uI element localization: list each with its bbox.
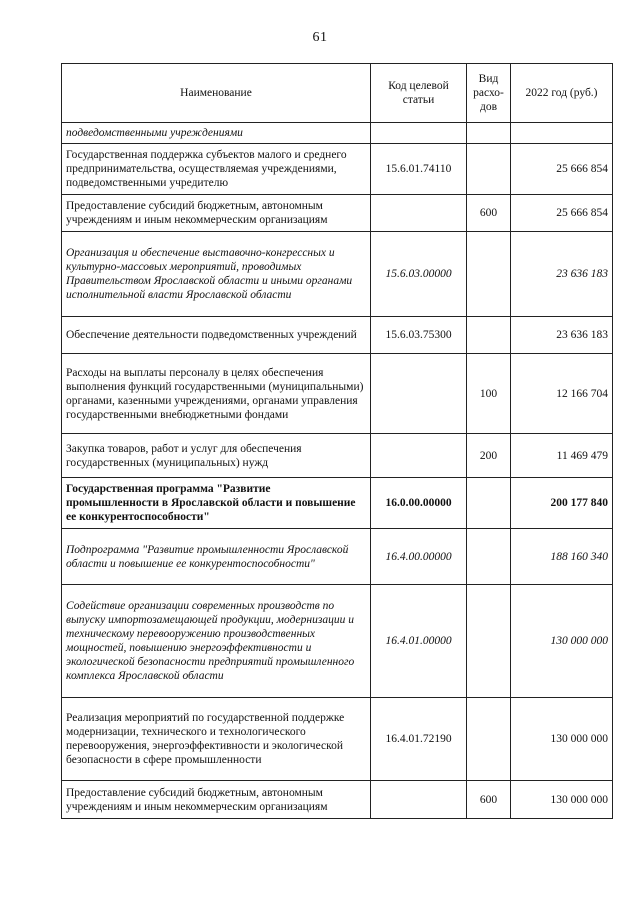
table-row [62, 434, 613, 478]
row-code: 16.4.00.00000 [371, 529, 467, 585]
row-code: 16.4.01.72190 [371, 698, 467, 781]
table-row [62, 529, 613, 585]
row-amount [511, 123, 613, 144]
header-expense-type: Вид расхо-дов [467, 64, 511, 123]
row-expense-type [467, 317, 511, 354]
row-name: Обеспечение деятельности подведомственных учреждений [62, 317, 371, 354]
table-row [62, 478, 613, 529]
row-amount: 25 666 854 [511, 144, 613, 195]
row-amount: 23 636 183 [511, 232, 613, 317]
row-expense-type [467, 478, 511, 529]
row-code: 15.6.03.75300 [371, 317, 467, 354]
row-amount: 130 000 000 [511, 585, 613, 698]
page-number: 61 [312, 30, 328, 45]
row-code: 15.6.03.00000 [371, 232, 467, 317]
row-expense-type [467, 585, 511, 698]
row-expense-type: 600 [467, 781, 511, 819]
table-row [62, 781, 613, 819]
row-expense-type: 200 [467, 434, 511, 478]
row-expense-type: 600 [467, 195, 511, 232]
table-row [62, 195, 613, 232]
row-code [371, 781, 467, 819]
row-code [371, 195, 467, 232]
row-amount: 12 166 704 [511, 354, 613, 434]
row-name: подведомственными учреждениями [62, 123, 371, 144]
row-expense-type [467, 232, 511, 317]
row-expense-type [467, 529, 511, 585]
table-row [62, 585, 613, 698]
row-name: Организация и обеспечение выставочно-конгрессных и культурно-массовых мероприятий, проводимых Правительством Ярославской области и иными органами исполнительной власти Ярославской области [62, 232, 371, 317]
table-row [62, 232, 613, 317]
row-amount: 200 177 840 [511, 478, 613, 529]
row-code: 16.4.01.00000 [371, 585, 467, 698]
row-expense-type [467, 698, 511, 781]
row-expense-type [467, 144, 511, 195]
row-name: Государственная поддержка субъектов малого и среднего предпринимательства, осуществляемая учреждениями, подведомственными учредителю [62, 144, 371, 195]
row-code: 15.6.01.74110 [371, 144, 467, 195]
table-row [62, 698, 613, 781]
row-amount: 130 000 000 [511, 781, 613, 819]
row-name: Государственная программа "Развитие промышленности в Ярославской области и повышение ее конкурентоспособности" [62, 478, 371, 529]
table-header-row [62, 64, 613, 123]
budget-table [61, 63, 613, 819]
row-amount: 23 636 183 [511, 317, 613, 354]
row-name: Предоставление субсидий бюджетным, автономным учреждениям и иным некоммерческим организациям [62, 781, 371, 819]
row-name: Подпрограмма "Развитие промышленности Ярославской области и повышение ее конкурентоспособности" [62, 529, 371, 585]
row-amount: 25 666 854 [511, 195, 613, 232]
row-amount: 188 160 340 [511, 529, 613, 585]
row-name: Закупка товаров, работ и услуг для обеспечения государственных (муниципальных) нужд [62, 434, 371, 478]
table-row [62, 123, 613, 144]
header-code: Код целевой статьи [371, 64, 467, 123]
row-amount: 130 000 000 [511, 698, 613, 781]
header-name: Наименование [62, 64, 371, 123]
row-name: Расходы на выплаты персоналу в целях обеспечения выполнения функций государственными (муниципальными) органами, казенными учреждениями, органами управления государственными внебюджетными фондами [62, 354, 371, 434]
row-expense-type [467, 123, 511, 144]
row-code: 16.0.00.00000 [371, 478, 467, 529]
table-row [62, 144, 613, 195]
row-code [371, 123, 467, 144]
row-name: Содействие организации современных производств по выпуску импортозамещающей продукции, модернизации и техническому перевооружению производственных мощностей, повышению энергоэффективности и экологической безопасности предприятий промышленного комплекса Ярославской области [62, 585, 371, 698]
row-name: Реализация мероприятий по государственной поддержке модернизации, технического и технологического перевооружения, энергоэффективности и экологической безопасности в сфере промышленности [62, 698, 371, 781]
header-amount-2022: 2022 год (руб.) [511, 64, 613, 123]
table-row [62, 354, 613, 434]
table-row [62, 317, 613, 354]
row-code [371, 434, 467, 478]
row-expense-type: 100 [467, 354, 511, 434]
row-amount: 11 469 479 [511, 434, 613, 478]
row-code [371, 354, 467, 434]
row-name: Предоставление субсидий бюджетным, автономным учреждениям и иным некоммерческим организациям [62, 195, 371, 232]
